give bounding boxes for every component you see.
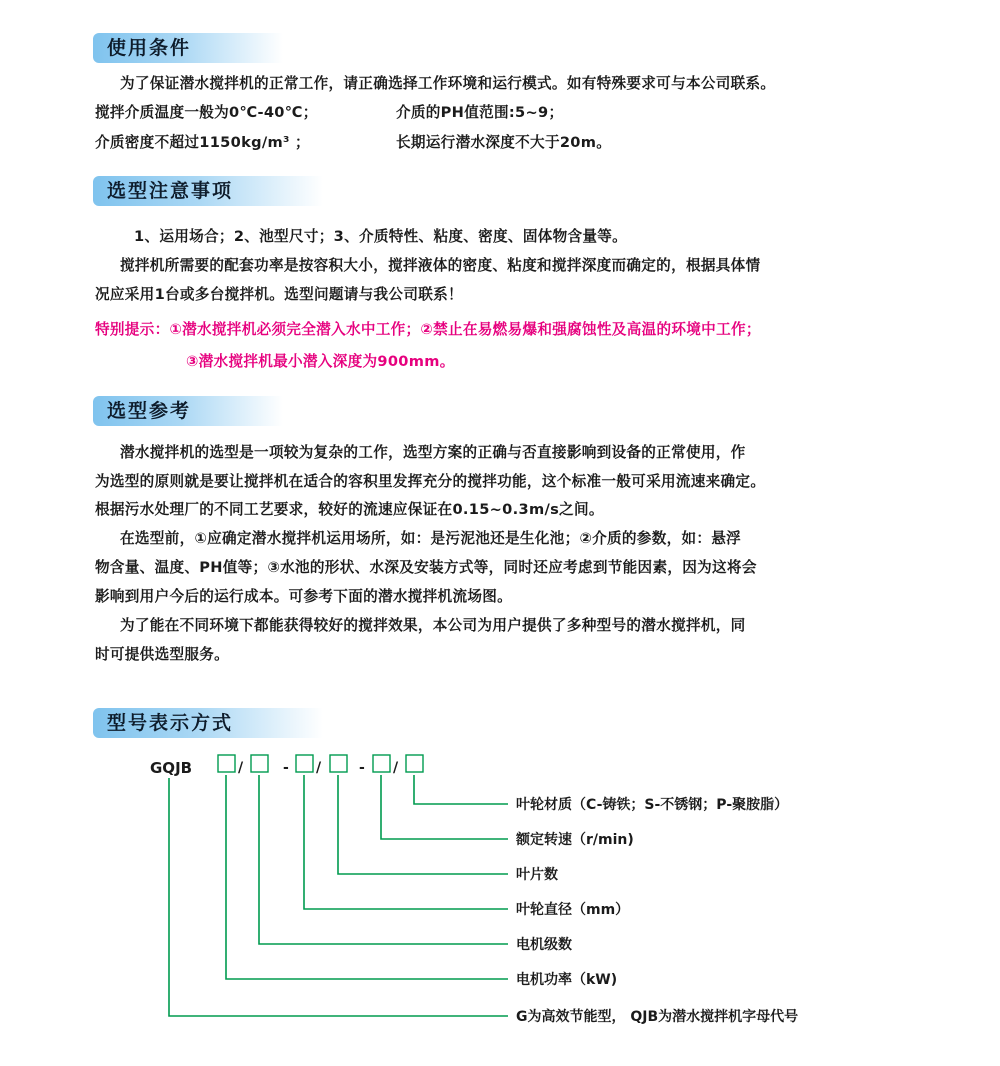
usage-depth: 长期运行潜水深度不大于20m。: [396, 134, 612, 151]
section-title-reference: 选型参考: [93, 396, 283, 426]
label-impeller-material: 叶轮材质（C-铸铁；S-不锈钢；P-聚胺脂）: [516, 797, 789, 813]
connector-motor-poles: [259, 775, 508, 944]
dash-1: -: [283, 760, 289, 776]
connector-motor-power: [226, 775, 508, 979]
label-prefix-meaning: G为高效节能型， QJB为潜水搅拌机字母代号: [516, 1009, 799, 1025]
section-title-model: 型号表示方式: [93, 708, 323, 738]
connector-rated-speed: [381, 775, 508, 839]
reference-p2-line1: 在选型前，①应确定潜水搅拌机运用场所，如：是污泥池还是生化池；②介质的参数，如：悬浮: [120, 530, 742, 547]
label-blade-count: 叶片数: [516, 867, 558, 883]
slash-3: /: [393, 760, 399, 776]
reference-p2-line3: 影响到用户今后的运行成本。可参考下面的潜水搅拌机流场图。: [95, 588, 513, 605]
reference-p3-line2: 时可提供选型服务。: [95, 646, 230, 663]
reference-p1-line2: 为选型的原则就是要让搅拌机在适合的容积里发挥充分的搅拌功能，这个标准一般可采用流速来确定。: [95, 473, 766, 490]
box-motor-power: [218, 755, 235, 772]
reference-p1-line3: 根据污水处理厂的不同工艺要求，较好的流速应保证在0.15~0.3m/s之间。: [95, 501, 604, 518]
connector-blade-count: [338, 775, 508, 874]
usage-temperature: 搅拌介质温度一般为0℃-40℃；: [95, 104, 318, 121]
section-title-notes: 选型注意事项: [93, 176, 323, 206]
model-prefix: GQJB: [150, 759, 193, 777]
box-rated-speed: [373, 755, 390, 772]
notes-line-3: 况应采用1台或多台搅拌机。选型问题请与我公司联系！: [95, 286, 463, 303]
reference-p1-line1: 潜水搅拌机的选型是一项较为复杂的工作，选型方案的正确与否直接影响到设备的正常使用，作: [120, 444, 746, 461]
warning-line-2: ③潜水搅拌机最小潜入深度为900mm。: [186, 353, 455, 370]
warning-line-1: 特别提示：①潜水搅拌机必须完全潜入水中工作；②禁止在易燃易爆和强腐蚀性及高温的环境中工作；: [95, 321, 761, 338]
box-impeller-material: [406, 755, 423, 772]
slash-2: /: [316, 760, 322, 776]
slash-1: /: [238, 760, 244, 776]
reference-p3-line1: 为了能在不同环境下都能获得较好的搅拌效果，本公司为用户提供了多种型号的潜水搅拌机，同: [120, 617, 746, 634]
dash-2: -: [359, 760, 365, 776]
box-motor-poles: [251, 755, 268, 772]
box-impeller-diameter: [296, 755, 313, 772]
reference-p2-line2: 物含量、温度、PH值等；③水池的形状、水深及安装方式等，同时还应考虑到节能因素，因为这将会: [95, 559, 757, 576]
notes-line-2: 搅拌机所需要的配套功率是按容积大小，搅拌液体的密度、粘度和搅拌深度而确定的，根据具体情: [120, 257, 761, 274]
label-rated-speed: 额定转速（r/min): [516, 832, 634, 848]
usage-intro: 为了保证潜水搅拌机的正常工作，请正确选择工作环境和运行模式。如有特殊要求可与本公司联系。: [120, 75, 776, 92]
section-title-usage: 使用条件: [93, 33, 283, 63]
connector-impeller-diameter: [304, 775, 508, 909]
usage-ph: 介质的PH值范围:5~9；: [396, 104, 564, 121]
notes-line-1: 1、运用场合；2、池型尺寸；3、介质特性、粘度、密度、固体物含量等。: [134, 228, 628, 245]
box-blade-count: [330, 755, 347, 772]
usage-density: 介质密度不超过1150kg/m³ ；: [95, 134, 310, 151]
connector-impeller-material: [414, 775, 508, 804]
label-impeller-diameter: 叶轮直径（mm）: [516, 902, 630, 918]
label-motor-power: 电机功率（kW): [516, 972, 618, 988]
label-motor-poles: 电机级数: [516, 937, 572, 953]
